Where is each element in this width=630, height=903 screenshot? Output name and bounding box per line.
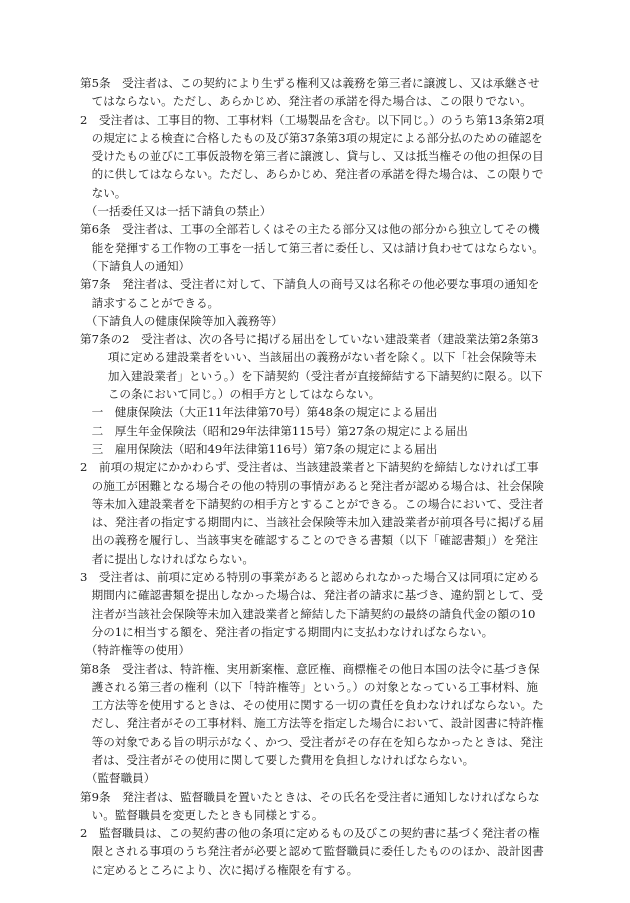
list-item-1: 一 健康保険法（大正11年法律第70号）第48条の規定による届出 <box>91 405 438 420</box>
caption-subcontract-prohibition: （一括委任又は一括下請負の禁止） <box>85 204 272 219</box>
list-item-2: 二 厚生年金保険法（昭和29年法律第115号）第27条の規定による届出 <box>91 423 468 438</box>
article-7-2-paragraph-3: 3 受注者は、前項に定める特別の事業があると認められなかった場合又は同項に定める期間内に確認書類を提出しなかった場合は、発注者の請求に基づき、違約罰として、受注者が当該社会保険等未加入建設業者と締結した下請契約の最終の請負代金の額の10分の1に相当する額を、発注者の指定する期間内に支払わなければならない。 <box>80 570 544 639</box>
caption-health-insurance: （下請負人の健康保険等加入義務等） <box>85 313 283 328</box>
article-9: 第9条 発注者は、監督職員を置いたときは、その氏名を受注者に通知しなければならない。監督職員を変更したときも同様とする。 <box>80 789 540 822</box>
article-5-paragraph-2: 2 受注者は、工事目的物、工事材料（工場製品を含む。以下同じ。）のうち第13条第2項の規定による検査に合格したもの及び第37条第3項の規定による部分払のための確認を受けたもの並びに工事仮設物を第三者に譲渡し、貸与し、又は抵当権その他の担保の目的に供してはならない。ただし、あらかじめ、発注者の承諾を得た場合は、この限りでない。 <box>80 112 545 200</box>
article-8: 第8条 受注者は、特許権、実用新案権、意匠権、商標権その他日本国の法令に基づき保護される第三者の権利（以下「特許権等」という。）の対象となっている工事材料、施工方法等を使用するときは、その使用に関する一切の責任を負わなければならない。ただし、発注者がその工事材料、施工方法等を指定した場合において、設計図書に特許権等の対象である旨の明示がなく、かつ、受注者がその存在を知らなかったときは、発注者は、受注者がその使用に関して要した費用を負担しなければならない。 <box>80 661 544 767</box>
article-5: 第5条 受注者は、この契約により生ずる権利又は義務を第三者に譲渡し、又は承継させてはならない。ただし、あらかじめ、発注者の承諾を得た場合は、この限りでない。 <box>80 76 540 109</box>
article-9-paragraph-2: 2 監督職員は、この契約書の他の条項に定めるもの及びこの契約書に基づく発注者の権限とされる事項のうち発注者が必要と認めて監督職員に委任したもののほか、設計図書に定めるところにより、次に掲げる権限を有する。 <box>80 826 544 877</box>
caption-supervisor: （監督職員） <box>85 771 156 786</box>
list-item-3: 三 雇用保険法（昭和49年法律第116号）第7条の規定による届出 <box>91 441 438 456</box>
article-7-2-paragraph-2: 2 前項の規定にかかわらず、受注者は、当該建設業者と下請契約を締結しなければ工事の施工が困難となる場合その他の特別の事情があると発注者が認める場合は、社会保険等未加入建設業者を下請契約の相手方とすることができる。この場合において、受注者は、発注者の指定する期間内に、当該社会保険等未加入建設業者が前項各号に掲げる届出の義務を履行し、当該事実を確認することのできる書類（以下「確認書類」）を発注者に提出しなければならない。 <box>80 460 544 566</box>
contract-document <box>80 74 545 879</box>
caption-subcontractor-notice: （下請負人の通知） <box>85 258 191 273</box>
article-7: 第7条 発注者は、受注者に対して、下請負人の商号又は名称その他必要な事項の通知を請求することができる。 <box>80 277 540 310</box>
caption-patent: （特許権等の使用） <box>85 643 191 658</box>
article-6: 第6条 受注者は、工事の全部若しくはその主たる部分又は他の部分から独立してその機能を発揮する工作物の工事を一括して第三者に委任し、又は請け負わせてはならない。 <box>80 222 544 255</box>
article-7-2: 第7条の2 受注者は、次の各号に掲げる届出をしていない建設業者（建設業法第2条第3項に定める建設業者をいい、当該届出の義務がない者を除く。以下「社会保険等未加入建設業者」という。）を下請契約（受注者が直接締結する下請契約に限る。以下この条において同じ。）の相手方としてはならない。 <box>80 332 543 402</box>
